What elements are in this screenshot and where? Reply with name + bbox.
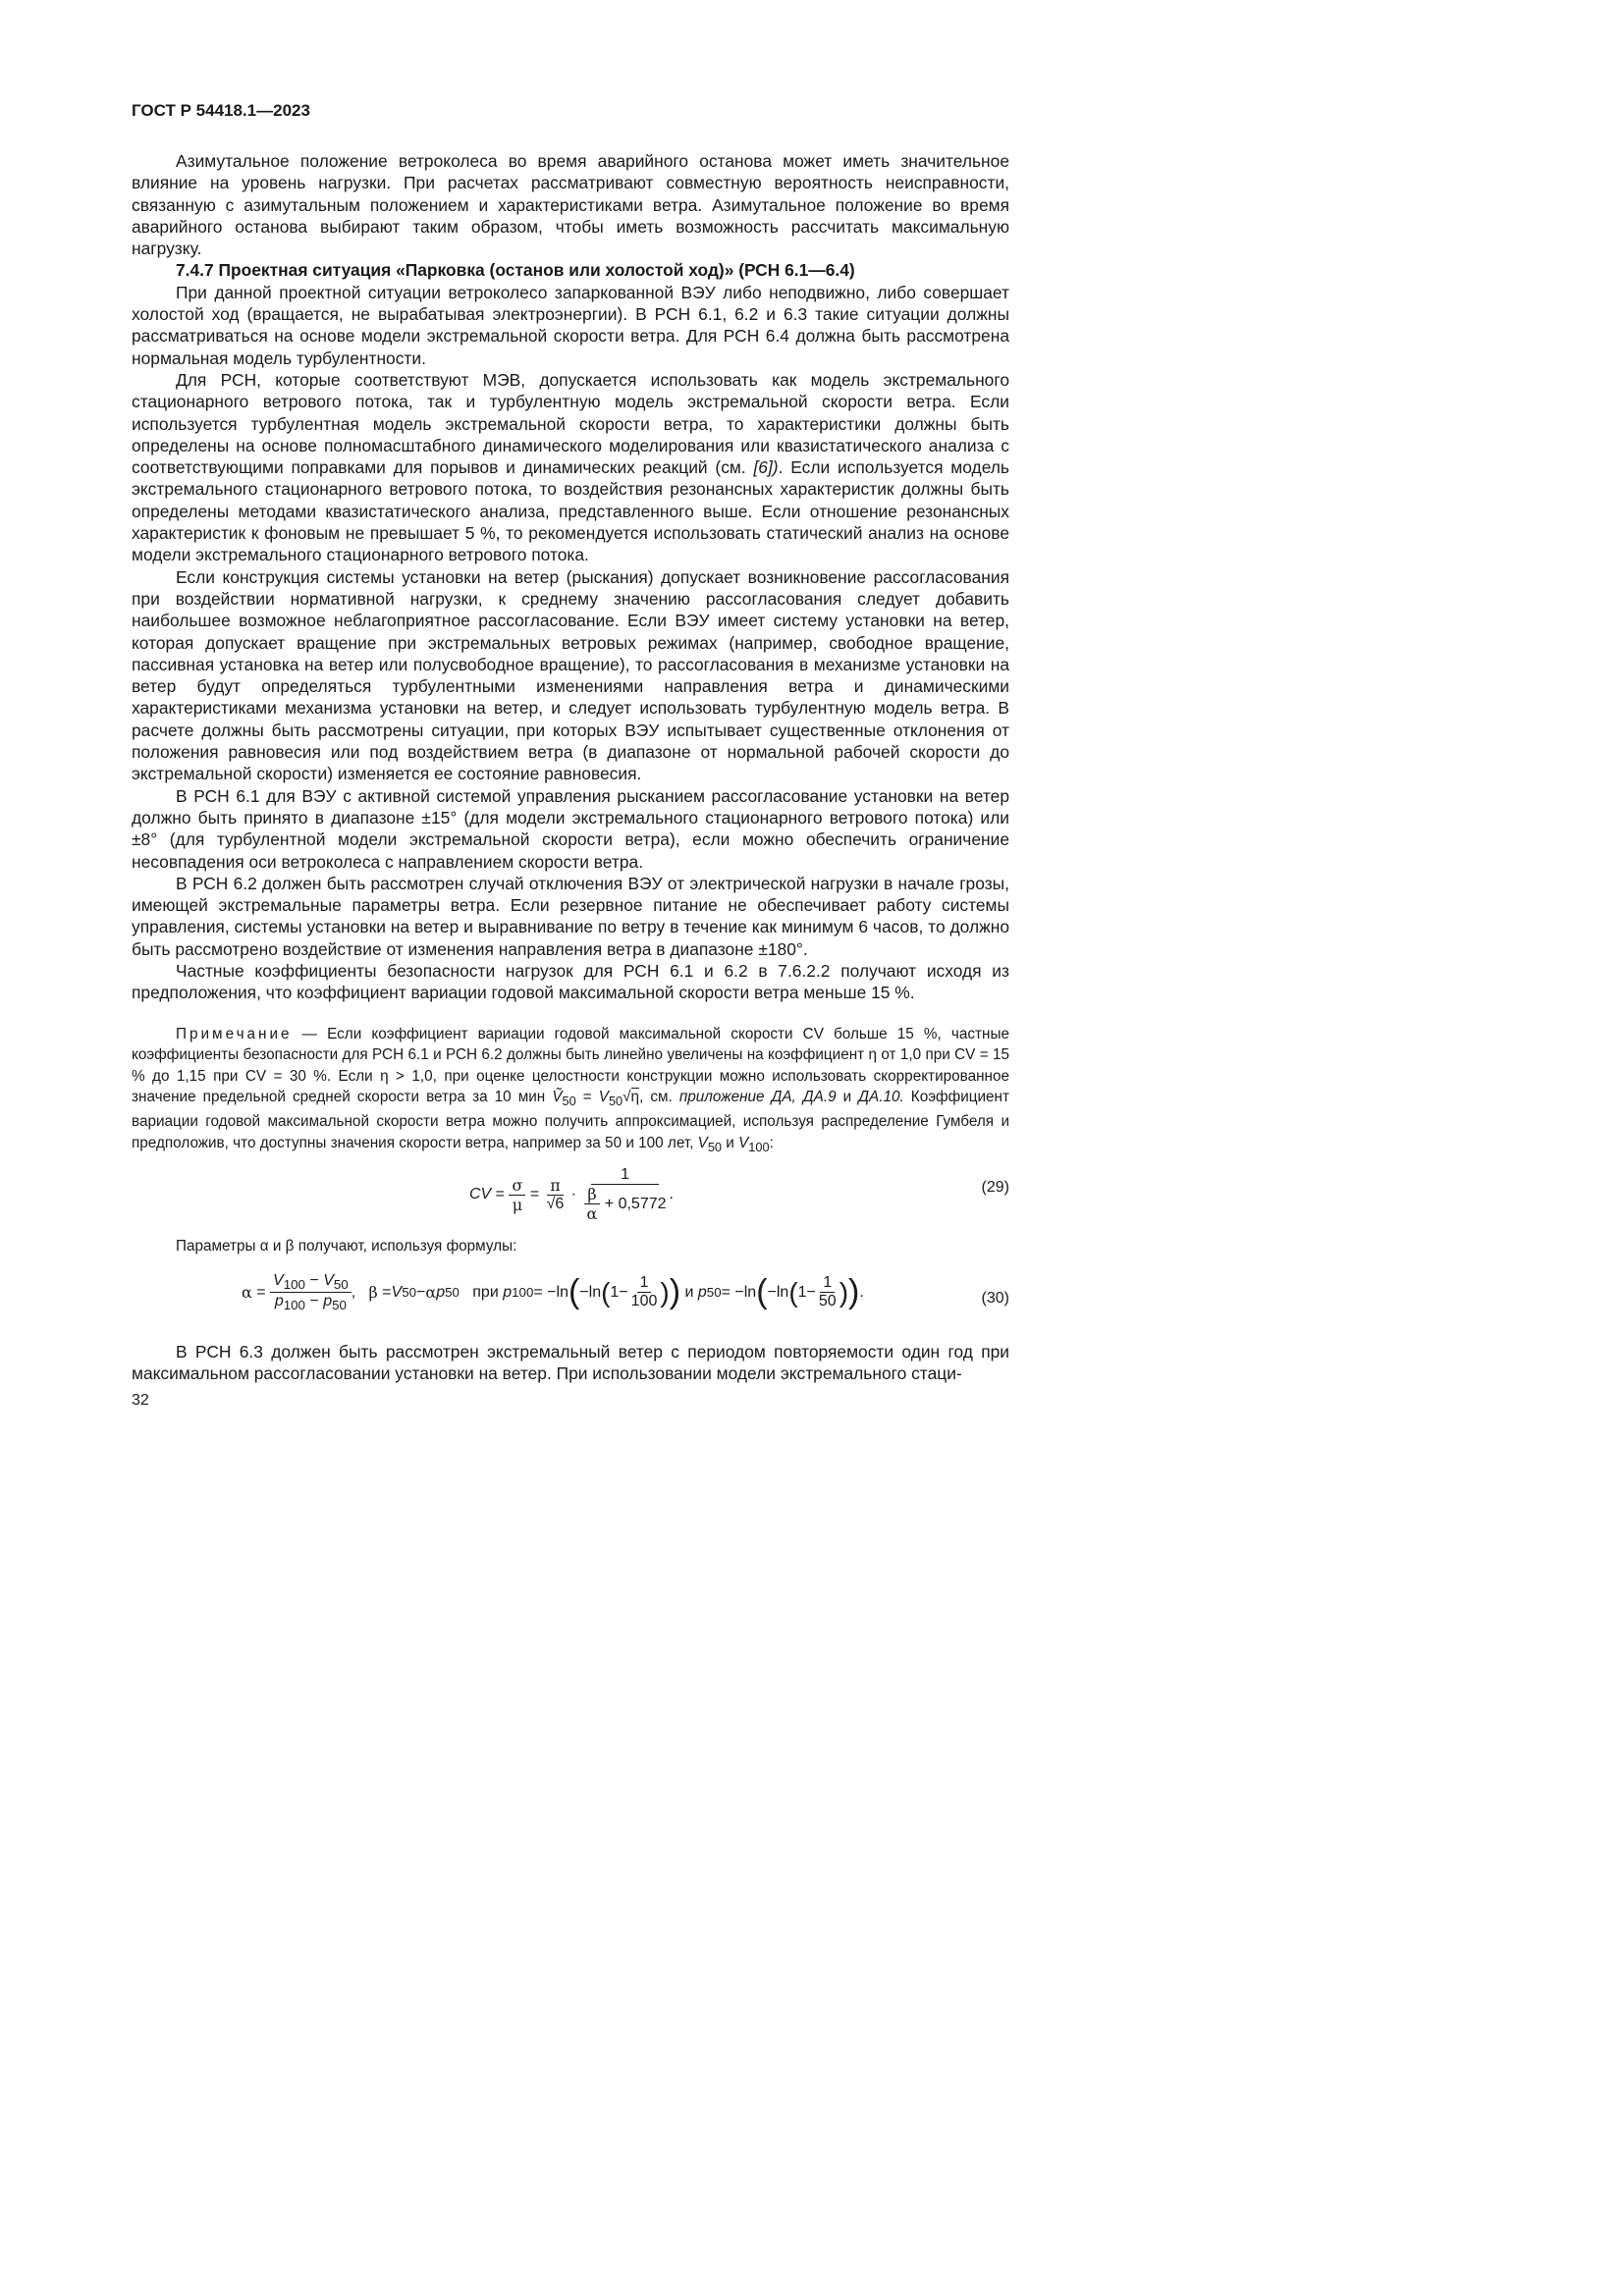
appendix-reference[interactable]: ДА.10. [858,1088,904,1105]
document-page [0,0,1084,1531]
paragraph: При данной проектной ситуации ветроколесо запаркованной ВЭУ либо неподвижно, либо совершает холостой ход (вращается, не вырабатывая электроэнергии). В РСН 6.1, 6.2 и 6.3 такие ситуации должны рассматриваться на основе модели экстремальной скорости ветра. Для РСН 6.4 должна быть рассмотрена нормальная модель турбулентности. [132,282,1009,368]
note-text-part: — Если коэффициент вариации годовой максимальной скорости CV больше 15 %, частные коэффициенты безопасности для РСН 6.1 и РСН 6.2 должны быть линейно увеличены на коэффициент η от 1,0 при CV = 15 % до 1,15 при CV = 30 %. Если η > 1,0, при оценке целостности конструкции можно использовать скорректированное значение предельной средней скорости ветра за 10 мин [132,1026,1009,1105]
document-header: ГОСТ Р 54418.1—2023 [132,101,310,120]
note-block [132,1024,1009,1157]
page-number: 32 [132,1392,149,1409]
paragraph-text: Для РСН, которые соответствуют МЭВ, допускается использовать как модель экстремального стационарного ветрового потока, так и турбулентную модель экстремальной скорости ветра. Если используется турбулентная модель экстремальной скорости ветра, то характеристики должны быть определены на основе полномасштабного динамического моделирования или квазистатического анализа с соответствующими поправками для порывов и динамических реакций (см. [132,369,1009,478]
inline-formula-v50-corrected: Ṽ$_{50}$ = $V_{50}√\eta$ [552,1088,640,1108]
appendix-reference[interactable]: приложение ДА, ДА.9 [678,1088,837,1105]
inline-symbol-v50: $V_{50}$ [697,1134,723,1154]
paragraph [132,369,1009,566]
inline-symbol-v100: $V_{100}$: [738,1134,774,1154]
note-text [132,1024,1009,1157]
equation-number: (30) [981,1290,1009,1307]
main-text [132,150,1009,1004]
equation-29: CV = $\frac{\sigma}{\mu}$ = $\frac{\pi}{√6}$ · 1 $\frac{\beta}{\alpha}$ + 0,5772 . [469,1166,674,1223]
equation-word: при [472,1283,499,1301]
section-heading: 7.4.7 Проектная ситуация «Парковка (останов или холостой ход)» (РСН 6.1—6.4) [176,260,855,281]
paragraph: Параметры α и β получают, используя формулы: [176,1238,517,1255]
paragraph: В РСН 6.2 должен быть рассмотрен случай отключения ВЭУ от электрической нагрузки в начале грозы, имеющей экстремальные параметры ветра. Если резервное питание не обеспечивает работу системы управления, системы установки на ветер и выравнивание по ветру в течение как минимум 6 часов, то должно быть рассмотрено воздействие от изменения направления ветра в диапазоне ±180°. [132,873,1009,959]
equation-word: и [684,1283,694,1301]
equation-number: (29) [981,1179,1009,1196]
main-text-continued [132,1341,1009,1385]
note-label: Примечание [176,1026,293,1042]
note-text-part: и [836,1088,859,1105]
note-text-part: , см. [639,1088,679,1105]
bibliography-reference[interactable]: [6]) [753,457,779,478]
paragraph: Если конструкция системы установки на ветер (рыскания) допускает возникновение рассогласования при воздействии нормативной нагрузки, к среднему значению рассогласования следует добавить наибольшее возможное неблагоприятное рассогласование. Если ВЭУ имеет систему установки на ветер, которая допускает вращение при экстремальных ветровых режимах (например, свободное вращение, пассивная установка на ветер или полусвободное вращение), то рассогласования в механизме установки на ветер будут определяться турбулентными изменениями направления ветра и динамическими характеристиками механизма установки на ветер, и следует использовать турбулентную модель ветра. В расчете должны быть рассмотрены ситуации, при которых ВЭУ испытывает существенные отклонения от положения равновесия или под воздействием ветра (в диапазоне от нормальной рабочей скорости до экстремальной скорости) изменяется ее состояние равновесия. [132,566,1009,784]
note-text-part: и [722,1134,739,1151]
equation-30: α = $\frac{V_{100} - V_{50}}{p_{100} - p_{50}}$ , β = V 50 − α p 50 при p 100 = −ln ( −ln ( 1− $\frac{1}{100}$ ) ) и p 50 = −ln ( −ln ( 1− $\frac{1}{50}$ ) ) . [242,1272,864,1313]
note-text-part: Коэффициент вариации годовой максимальной скорости ветра можно получить аппроксимацией, используя распределение Гумбеля и предположив, что доступны значения скорости ветра, например за 50 и 100 лет, [132,1088,1010,1151]
paragraph-text: . Если используется модель экстремального стационарного ветрового потока, то воздействия резонансных характеристик должны быть определены методами квазистатического анализа, представленного выше. Если отношение резонансных характеристик к фоновым не превышает 5 %, то рекомендуется использовать статический анализ на основе модели экстремального стационарного ветрового потока. [132,457,1009,565]
paragraph: В РСН 6.3 должен быть рассмотрен экстремальный ветер с периодом повторяемости один год при максимальном рассогласовании установки на ветер. При использовании модели экстремального стаци- [132,1342,1009,1384]
paragraph: Азимутальное положение ветроколеса во время аварийного останова может иметь значительное влияние на уровень нагрузки. При расчетах рассматривают совместную вероятность неисправности, связанную с азимутальным положением и характеристиками ветра. Азимутальное положение во время аварийного останова выбирают таким образом, чтобы иметь возможность рассчитать максимальную нагрузку. [132,151,1009,259]
paragraph: В РСН 6.1 для ВЭУ с активной системой управления рысканием рассогласование установки на ветер должно быть принято в диапазоне ±15° (для модели экстремального стационарного ветрового потока) или ±8° (для турбулентной модели экстремальной скорости ветра), если можно обеспечить ограничение несовпадения оси ветроколеса с направлением скорости ветра. [132,785,1009,872]
paragraph: Частные коэффициенты безопасности нагрузок для РСН 6.1 и 6.2 в 7.6.2.2 получают исходя из предположения, что коэффициент вариации годовой максимальной скорости ветра меньше 15 %. [132,960,1009,1003]
